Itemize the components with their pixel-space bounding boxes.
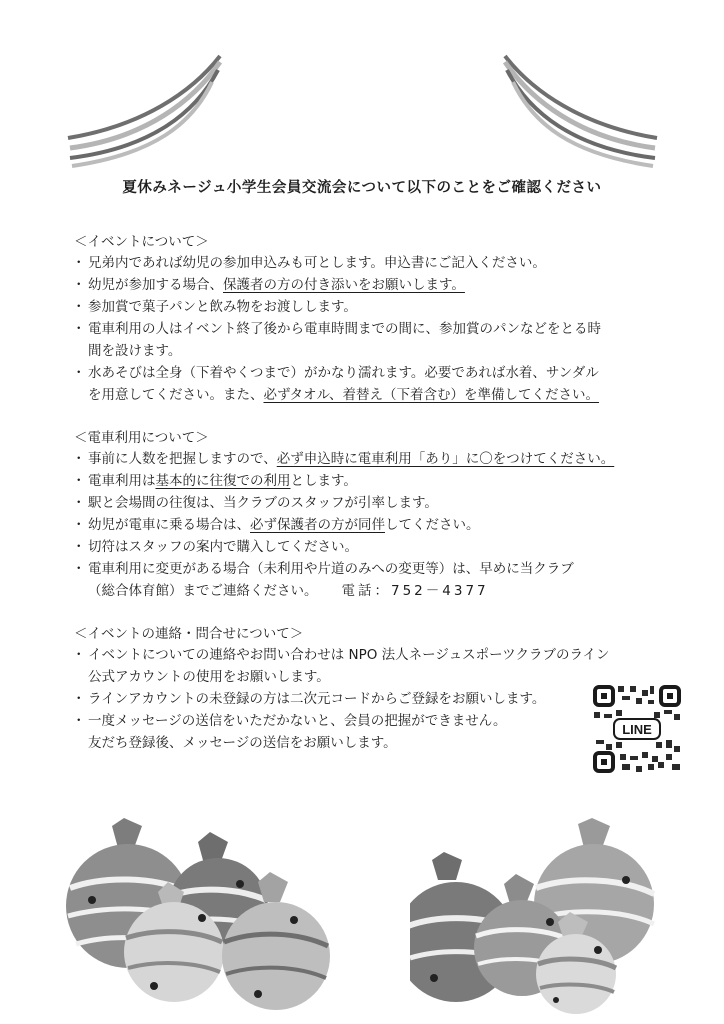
list-item: ・ 水あそびは全身（下着やくつまで）がかなり濡れます。必要であれば水着、サンダル を用意してください。また、必ずタオル、着替え（下着含む）を準備してください。 xyxy=(74,362,674,406)
arc-decoration-right-icon xyxy=(498,52,663,172)
section-heading: ＜電車利用について＞ xyxy=(74,430,209,446)
section-contact xyxy=(74,624,674,754)
phone-number: 電話：752－4377 xyxy=(341,583,489,599)
list-item: ・ 一度メッセージの送信をいただかないと、会員の把握ができません。 友だち登録後、メッセージの送信をお願いします。 xyxy=(74,710,674,754)
list-item: ・ 事前に人数を把握しますので、必ず申込時に電車利用「あり」に〇をつけてください。 xyxy=(74,448,674,470)
list-item: ・ 電車利用の人はイベント終了後から電車時間までの間に、参加賞のパンなどをとる時 間を設けます。 xyxy=(74,318,674,362)
list-item: ・ 参加賞で菓子パンと飲み物をお渡しします。 xyxy=(74,296,674,318)
list-item: ・ 幼児が電車に乗る場合は、必ず保護者の方が同伴してください。 xyxy=(74,514,674,536)
qr-line-label: LINE xyxy=(622,722,652,737)
list-item: ・ イベントについての連絡やお問い合わせは NPO 法人ネージュスポーツクラブのライン 公式アカウントの使用をお願いします。 xyxy=(74,644,674,688)
list-item: ・ 切符はスタッフの案内で購入してください。 xyxy=(74,536,674,558)
list-item: ・ 電車利用は基本的に往復での利用とします。 xyxy=(74,470,674,492)
line-qr-code-icon[interactable] xyxy=(592,684,682,774)
section-train xyxy=(74,428,674,602)
list-item: ・ 幼児が参加する場合、保護者の方の付き添いをお願いします。 xyxy=(74,274,674,296)
section-heading: ＜イベントの連絡・問合せについて＞ xyxy=(74,626,304,642)
water-balloon-illustration-left-icon xyxy=(62,818,332,1018)
section-event xyxy=(74,232,674,406)
list-item: ・ 駅と会場間の往復は、当クラブのスタッフが引率します。 xyxy=(74,492,674,514)
list-item: ・ 電車利用に変更がある場合（未利用や片道のみへの変更等）は、早めに当クラブ （総合体育館）までご連絡ください。 電話：752－4377 xyxy=(74,558,674,602)
section-heading: ＜イベントについて＞ xyxy=(74,234,209,250)
list-item: ・ 兄弟内であれば幼児の参加申込みも可とします。申込書にご記入ください。 xyxy=(74,252,674,274)
list-item: ・ ラインアカウントの未登録の方は二次元コードからご登録をお願いします。 xyxy=(74,688,674,710)
arc-decoration-left-icon xyxy=(62,52,227,172)
water-balloon-illustration-right-icon xyxy=(410,818,672,1018)
page-title: 夏休みネージュ小学生会員交流会について以下のことをご確認ください xyxy=(122,180,602,196)
